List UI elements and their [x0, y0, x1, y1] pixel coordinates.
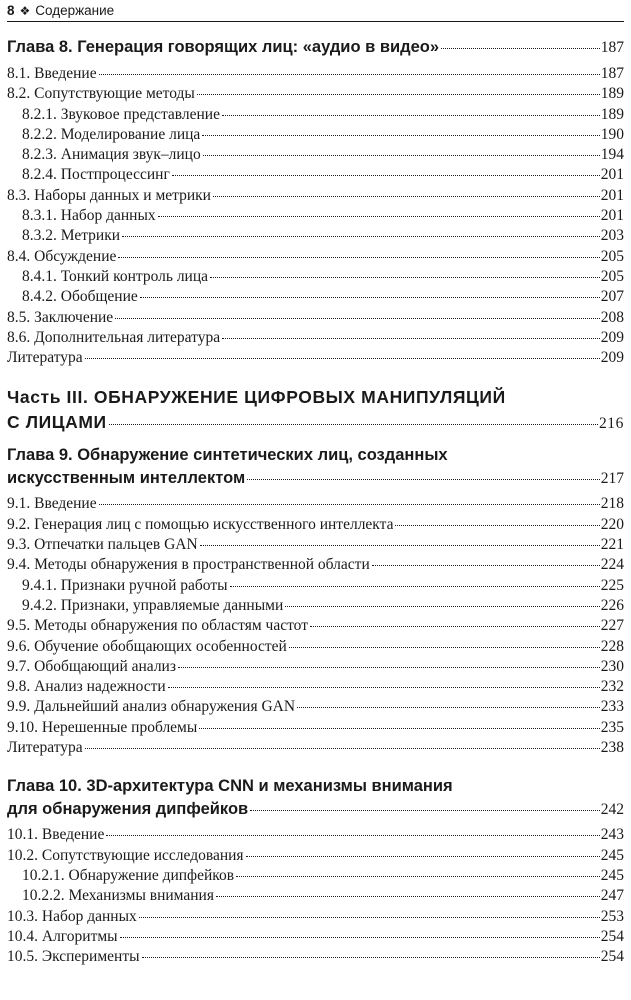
- page-ref: 190: [600, 125, 624, 143]
- page-ref: 187: [600, 65, 624, 82]
- toc-entry-9-8[interactable]: [7, 677, 624, 697]
- part-3-heading[interactable]: [7, 385, 624, 436]
- leader-dots: [203, 155, 600, 156]
- leader-dots: [99, 74, 600, 75]
- entry-title: 10.3. Набор данных: [7, 907, 137, 925]
- toc-entry-9-9[interactable]: [7, 697, 624, 717]
- toc-entry-9-6[interactable]: [7, 637, 624, 657]
- leader-dots: [441, 48, 600, 49]
- page-ref: 221: [600, 536, 624, 554]
- leader-dots: [222, 115, 600, 116]
- page-ref: 218: [600, 495, 624, 513]
- entry-title: 9.8. Анализ надежности: [7, 678, 166, 696]
- table-of-contents: [7, 36, 624, 967]
- toc-entry-10-1[interactable]: [7, 825, 624, 845]
- toc-entry-8-4[interactable]: [7, 247, 624, 267]
- leader-dots: [222, 338, 600, 339]
- toc-entry-9-5[interactable]: [7, 616, 624, 636]
- entry-title: 8.4.1. Тонкий контроль лица: [22, 267, 209, 285]
- leader-dots: [122, 236, 600, 237]
- page-ref: 233: [600, 698, 624, 716]
- page-ref: 201: [600, 186, 624, 204]
- chapter-title-line-1: Глава 9. Обнаружение синтетических лиц, созданных: [7, 446, 448, 465]
- page-ref: 254: [600, 948, 624, 966]
- page-ref: 205: [600, 267, 624, 285]
- entry-title: 10.4. Алгоритмы: [7, 927, 118, 945]
- toc-entry-9-4-1[interactable]: [7, 576, 624, 596]
- leader-dots: [297, 707, 600, 708]
- leader-dots: [85, 748, 600, 749]
- leader-dots: [142, 957, 600, 958]
- leader-dots: [250, 810, 600, 811]
- leader-dots: [99, 504, 600, 505]
- leader-dots: [85, 358, 600, 359]
- entry-title: 9.4.2. Признаки, управляемые данными: [22, 596, 284, 614]
- chapter-title-line-1: Глава 10. 3D-архитектура CNN и механизмы внимания: [7, 777, 453, 796]
- toc-entry-9-3[interactable]: [7, 535, 624, 555]
- entry-title: Литература: [7, 349, 83, 367]
- entry-title: 8.6. Дополнительная литература: [7, 328, 221, 346]
- toc-entry-8-lit[interactable]: [7, 348, 624, 368]
- entry-title: 9.3. Отпечатки пальцев GAN: [7, 536, 198, 554]
- toc-entry-8-2-2[interactable]: [7, 125, 624, 145]
- chapter-9-heading[interactable]: [7, 444, 624, 490]
- part-title-line-2: С ЛИЦАМИ: [7, 412, 107, 433]
- page-ref: 205: [600, 247, 624, 265]
- leader-dots: [310, 626, 600, 627]
- entry-title: 8.2.2. Моделирование лица: [22, 125, 201, 143]
- leader-dots: [158, 216, 600, 217]
- part-title-line-1: Часть III. ОБНАРУЖЕНИЕ ЦИФРОВЫХ МАНИПУЛЯЦИЙ: [7, 387, 506, 408]
- toc-entry-9-10[interactable]: [7, 718, 624, 738]
- toc-entry-8-3[interactable]: [7, 186, 624, 206]
- leader-dots: [197, 94, 600, 95]
- entry-title: 10.2. Сопутствующие исследования: [7, 846, 244, 864]
- toc-entry-8-6[interactable]: [7, 328, 624, 348]
- entry-title: 10.2.2. Механизмы внимания: [22, 887, 214, 905]
- leader-dots: [236, 876, 600, 877]
- page-ref: 217: [600, 470, 624, 488]
- leader-dots: [230, 586, 600, 587]
- leader-dots: [168, 687, 600, 688]
- entry-title: 8.2.1. Звуковое представление: [22, 105, 220, 123]
- entry-title: 9.4. Методы обнаружения в пространственной области: [7, 556, 370, 574]
- chapter-8-heading[interactable]: [7, 36, 624, 59]
- leader-dots: [106, 835, 599, 836]
- toc-entry-8-2-1[interactable]: [7, 105, 624, 125]
- entry-title: Литература: [7, 739, 83, 757]
- leader-dots: [115, 318, 600, 319]
- page-ref: 209: [600, 349, 624, 367]
- leader-dots: [202, 135, 599, 136]
- toc-entry-8-3-1[interactable]: [7, 206, 624, 226]
- entry-title: 9.7. Обобщающий анализ: [7, 657, 176, 675]
- page-ref: 235: [600, 718, 624, 736]
- entry-title: 8.3.1. Набор данных: [22, 207, 156, 225]
- toc-entry-10-3[interactable]: [7, 907, 624, 927]
- leader-dots: [139, 917, 600, 918]
- entry-title: 9.6. Обучение обобщающих особенностей: [7, 637, 287, 655]
- running-header: [7, 2, 624, 22]
- toc-entry-8-1[interactable]: [7, 64, 624, 84]
- entry-title: 8.5. Заключение: [7, 308, 114, 326]
- entry-title: 9.4.1. Признаки ручной работы: [22, 576, 228, 594]
- chapter-title-line-2: для обнаружения дипфейков: [7, 800, 249, 819]
- page-ref: 228: [600, 637, 624, 655]
- chapter-title-line-2: искусственным интеллектом: [7, 469, 246, 488]
- page-ref: 209: [600, 328, 624, 346]
- toc-entry-8-3-2[interactable]: [7, 226, 624, 246]
- entry-title: 10.2.1. Обнаружение дипфейков: [22, 866, 235, 884]
- page-ref: 245: [600, 846, 624, 864]
- toc-entry-9-4[interactable]: [7, 555, 624, 575]
- toc-entry-9-4-2[interactable]: [7, 596, 624, 616]
- toc-entry-10-5[interactable]: [7, 947, 624, 967]
- entry-title: 8.2.3. Анимация звук–лицо: [22, 146, 201, 164]
- entry-title: 8.2.4. Постпроцессинг: [22, 166, 170, 184]
- page-ref: 245: [600, 866, 624, 884]
- toc-entry-10-2-2[interactable]: [7, 886, 624, 906]
- page-ref: 243: [600, 826, 624, 844]
- entry-title: 9.1. Введение: [7, 495, 97, 513]
- toc-entry-10-4[interactable]: [7, 927, 624, 947]
- page-ref: 253: [600, 907, 624, 925]
- page-ref: 207: [600, 288, 624, 306]
- entry-title: 8.3.2. Метрики: [22, 227, 121, 245]
- entry-title: 10.1. Введение: [7, 826, 105, 844]
- page-ref: 187: [600, 39, 624, 56]
- entry-title: 10.5. Эксперименты: [7, 948, 140, 966]
- page-ref: 224: [600, 556, 624, 574]
- leader-dots: [289, 647, 600, 648]
- toc-entry-9-lit[interactable]: [7, 738, 624, 758]
- leader-dots: [372, 565, 600, 566]
- leader-dots: [109, 424, 598, 425]
- leader-dots: [213, 196, 600, 197]
- leader-dots: [200, 545, 600, 546]
- toc-entry-9-1[interactable]: [7, 494, 624, 514]
- page-ref: 247: [600, 887, 624, 905]
- leader-dots: [120, 937, 600, 938]
- toc-entry-10-2-1[interactable]: [7, 866, 624, 886]
- page-ref: 216: [598, 415, 624, 433]
- leader-dots: [140, 297, 600, 298]
- toc-entry-10-2[interactable]: [7, 846, 624, 866]
- leader-dots: [247, 479, 600, 480]
- entry-title: 8.4.2. Обобщение: [22, 288, 138, 306]
- leader-dots: [172, 175, 600, 176]
- page-ref: 194: [600, 146, 624, 164]
- page-ref: 220: [600, 515, 624, 533]
- leader-dots: [246, 856, 600, 857]
- chapter-title: Глава 8. Генерация говорящих лиц: «аудио в видео»: [7, 38, 440, 56]
- page-ref: 208: [600, 308, 624, 326]
- leader-dots: [216, 896, 600, 897]
- entry-title: 8.1. Введение: [7, 65, 97, 82]
- page-number: 8: [7, 3, 15, 18]
- page-ref: 225: [600, 576, 624, 594]
- leader-dots: [178, 667, 600, 668]
- page-ref: 203: [600, 227, 624, 245]
- toc-entry-9-7[interactable]: [7, 657, 624, 677]
- chapter-10-heading[interactable]: [7, 775, 624, 821]
- page-ref: 226: [600, 596, 624, 614]
- entry-title: 8.3. Наборы данных и метрики: [7, 186, 211, 204]
- ornament-icon: ❖: [19, 4, 31, 18]
- page-ref: 201: [600, 166, 624, 184]
- running-title: Содержание: [35, 3, 115, 18]
- page-ref: 189: [600, 105, 624, 123]
- toc-entry-8-4-1[interactable]: [7, 267, 624, 287]
- toc-entry-8-5[interactable]: [7, 308, 624, 328]
- page-ref: 227: [600, 617, 624, 635]
- toc-entry-8-4-2[interactable]: [7, 287, 624, 307]
- page-ref: 189: [600, 85, 624, 103]
- leader-dots: [285, 606, 600, 607]
- toc-entry-8-2[interactable]: [7, 84, 624, 104]
- toc-entry-8-2-4[interactable]: [7, 165, 624, 185]
- entry-title: 9.5. Методы обнаружения по областям частот: [7, 617, 309, 635]
- entry-title: 9.10. Нерешенные проблемы: [7, 718, 198, 736]
- page-ref: 230: [600, 657, 624, 675]
- entry-title: 8.4. Обсуждение: [7, 247, 117, 265]
- leader-dots: [210, 277, 600, 278]
- entry-title: 9.9. Дальнейший анализ обнаружения GAN: [7, 698, 296, 716]
- entry-title: 8.2. Сопутствующие методы: [7, 85, 195, 103]
- page-ref: 242: [600, 801, 624, 819]
- leader-dots: [118, 257, 599, 258]
- page-ref: 254: [600, 927, 624, 945]
- leader-dots: [395, 525, 599, 526]
- page-ref: 232: [600, 678, 624, 696]
- toc-entry-9-2[interactable]: [7, 515, 624, 535]
- leader-dots: [199, 728, 599, 729]
- toc-entry-8-2-3[interactable]: [7, 145, 624, 165]
- entry-title: 9.2. Генерация лиц с помощью искусственного интеллекта: [7, 515, 394, 533]
- page-ref: 238: [600, 739, 624, 757]
- page-ref: 201: [600, 207, 624, 225]
